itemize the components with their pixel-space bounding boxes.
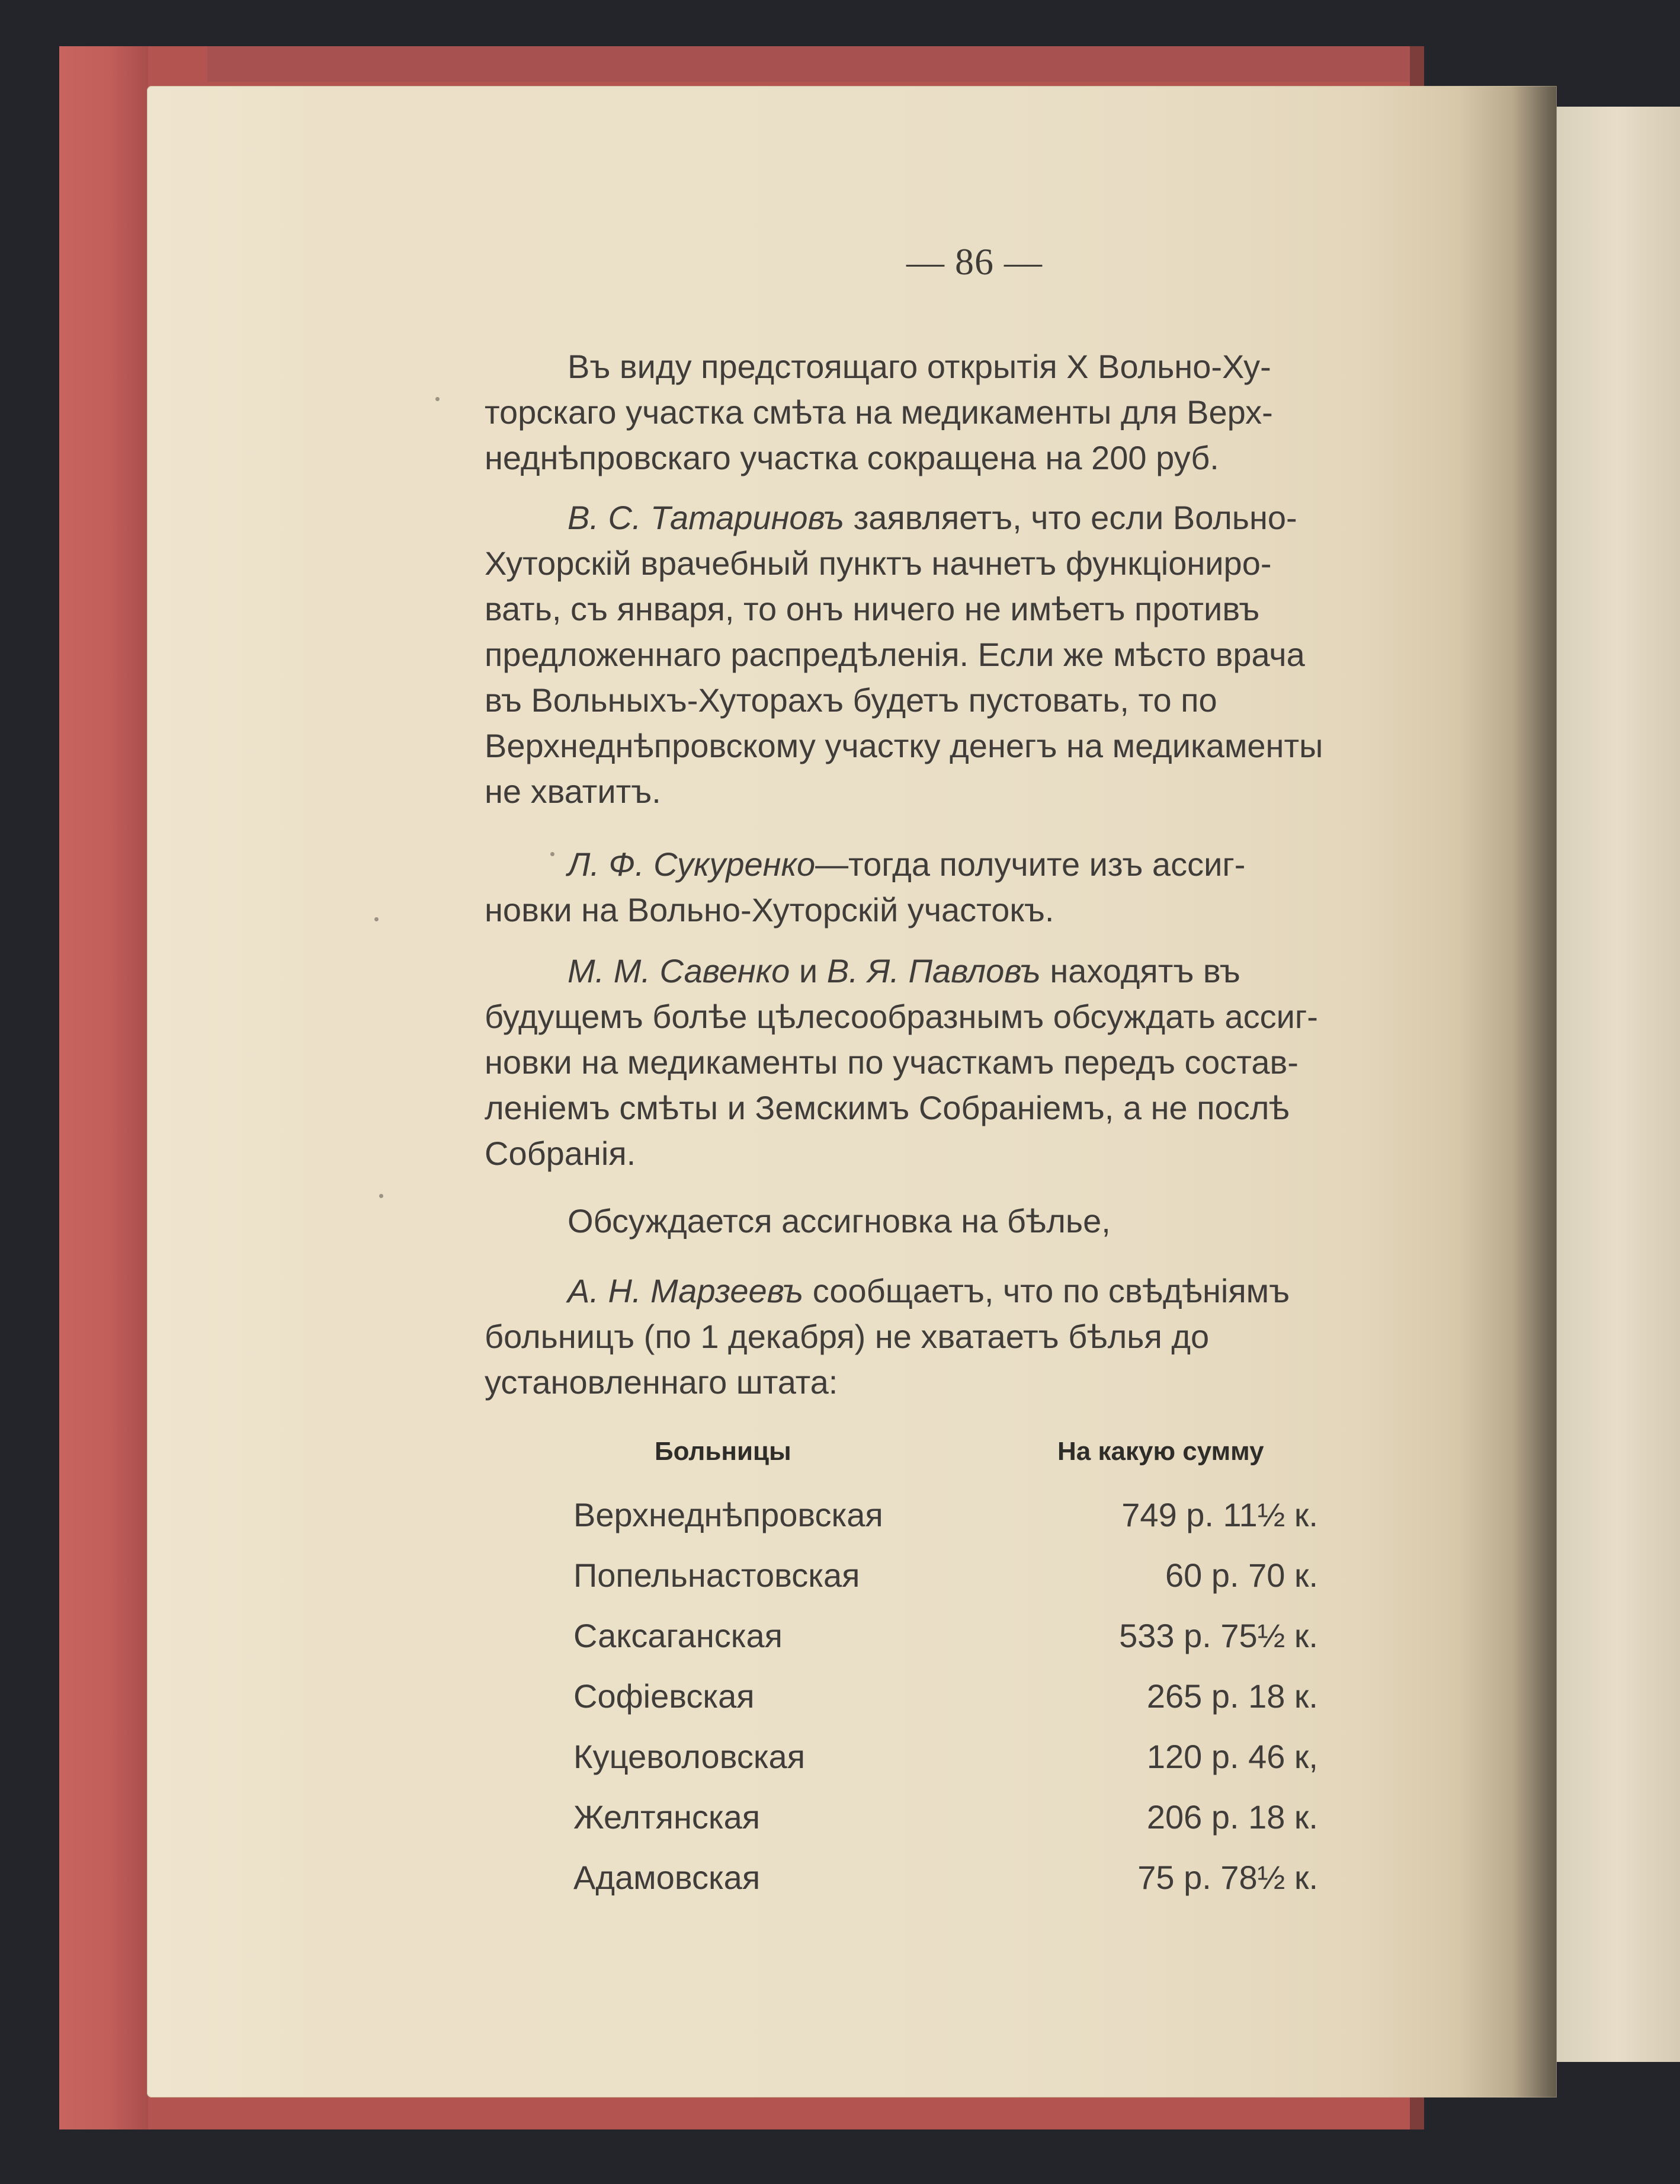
paragraph-line: Въ виду предстоящаго открытія X Вольно-Ху- <box>568 348 1271 385</box>
speaker-text: заявляетъ, что если Вольно- <box>853 499 1297 536</box>
paragraph-line: Верхнеднѣпровскому участку денегъ на медикаменты <box>485 727 1323 764</box>
paper-speck <box>435 397 440 401</box>
table-row-name: Верхнеднѣпровская <box>573 1496 883 1533</box>
speaker-text: сообщаетъ, что по свѣдѣніямъ <box>812 1272 1290 1309</box>
table-row-name: Софіевская <box>573 1677 755 1715</box>
speaker-name: М. М. Савенко <box>568 952 790 989</box>
conjunction: и <box>799 952 818 989</box>
table-header-hospitals: Больницы <box>655 1437 791 1466</box>
paragraph-line: вать, съ января, то онъ ничего не имѣетъ противъ <box>485 590 1260 627</box>
table-row-name: Желтянская <box>573 1798 761 1836</box>
table-row-sum: 60 р. 70 к. <box>1165 1557 1318 1594</box>
paragraph-line: больницъ (по 1 декабря) не хватаетъ бѣлья до <box>485 1318 1210 1355</box>
paragraph-line: леніемъ смѣты и Земскимъ Собраніемъ, а не послѣ <box>485 1089 1290 1126</box>
paragraph-line: Хуторскій врачебный пунктъ начнетъ функціониро- <box>485 545 1272 582</box>
paragraph-line <box>568 1268 1290 1314</box>
paper-speck <box>374 917 379 921</box>
paper-speck <box>550 852 554 856</box>
page-number: — 86 — <box>906 241 1043 283</box>
speaker-name: Л. Ф. Сукуренко <box>568 846 816 883</box>
speaker-name-2: В. Я. Павловъ <box>826 952 1041 989</box>
table-row-sum: 206 р. 18 к. <box>1146 1798 1318 1836</box>
table-row-name: Куцеволовская <box>573 1738 806 1775</box>
paragraph-line: неднѣпровскаго участка сокращена на 200 руб. <box>485 439 1219 476</box>
facing-page-edge <box>1540 107 1680 2062</box>
page-gutter-shadow <box>1511 86 1557 2097</box>
paragraph-line: новки на медикаменты по участкамъ передъ состав- <box>485 1043 1299 1081</box>
paragraph-line: будущемъ болѣе цѣлесообразнымъ обсуждать ассиг- <box>485 998 1318 1035</box>
speaker-name: В. С. Татариновъ <box>568 499 845 536</box>
paragraph-line <box>568 948 1240 994</box>
table-row-sum: 265 р. 18 к. <box>1146 1677 1318 1715</box>
table-row-name: Адамовская <box>573 1859 761 1896</box>
table-row-sum: 533 р. 75½ к. <box>1119 1617 1318 1654</box>
table-row-sum: 75 р. 78½ к. <box>1137 1859 1318 1896</box>
paragraph-line: предложеннаго распредѣленія. Если же мѣсто врача <box>485 636 1305 673</box>
table-row-name: Попельнастовская <box>573 1557 860 1594</box>
cover-top-edge <box>207 46 1410 82</box>
speaker-text: —тогда получите изъ ассиг- <box>815 846 1246 883</box>
speaker-name: А. Н. Марзеевъ <box>568 1272 804 1309</box>
table-row-sum: 120 р. 46 к, <box>1146 1738 1318 1775</box>
paragraph-line <box>568 841 1245 887</box>
paragraph-line: Собранія. <box>485 1135 636 1172</box>
speaker-text: находятъ въ <box>1050 952 1240 989</box>
paragraph-line: Обсуждается ассигновка на бѣлье, <box>568 1202 1111 1240</box>
paragraph-line: установленнаго штата: <box>485 1363 838 1401</box>
table-header-sum: На какую сумму <box>1057 1437 1264 1466</box>
cover-edge <box>59 46 148 2129</box>
table-row-name: Саксаганская <box>573 1617 783 1654</box>
paragraph-line: въ Вольныхъ-Хуторахъ будетъ пустовать, то по <box>485 681 1217 719</box>
paragraph-line: торскаго участка смѣта на медикаменты для Верх- <box>485 393 1273 431</box>
paper-speck <box>379 1194 383 1198</box>
paragraph-line: новки на Вольно-Хуторскій участокъ. <box>485 891 1054 928</box>
paragraph-line <box>568 495 1297 540</box>
table-row-sum: 749 р. 11½ к. <box>1121 1496 1318 1533</box>
paragraph-line: не хватитъ. <box>485 773 661 810</box>
